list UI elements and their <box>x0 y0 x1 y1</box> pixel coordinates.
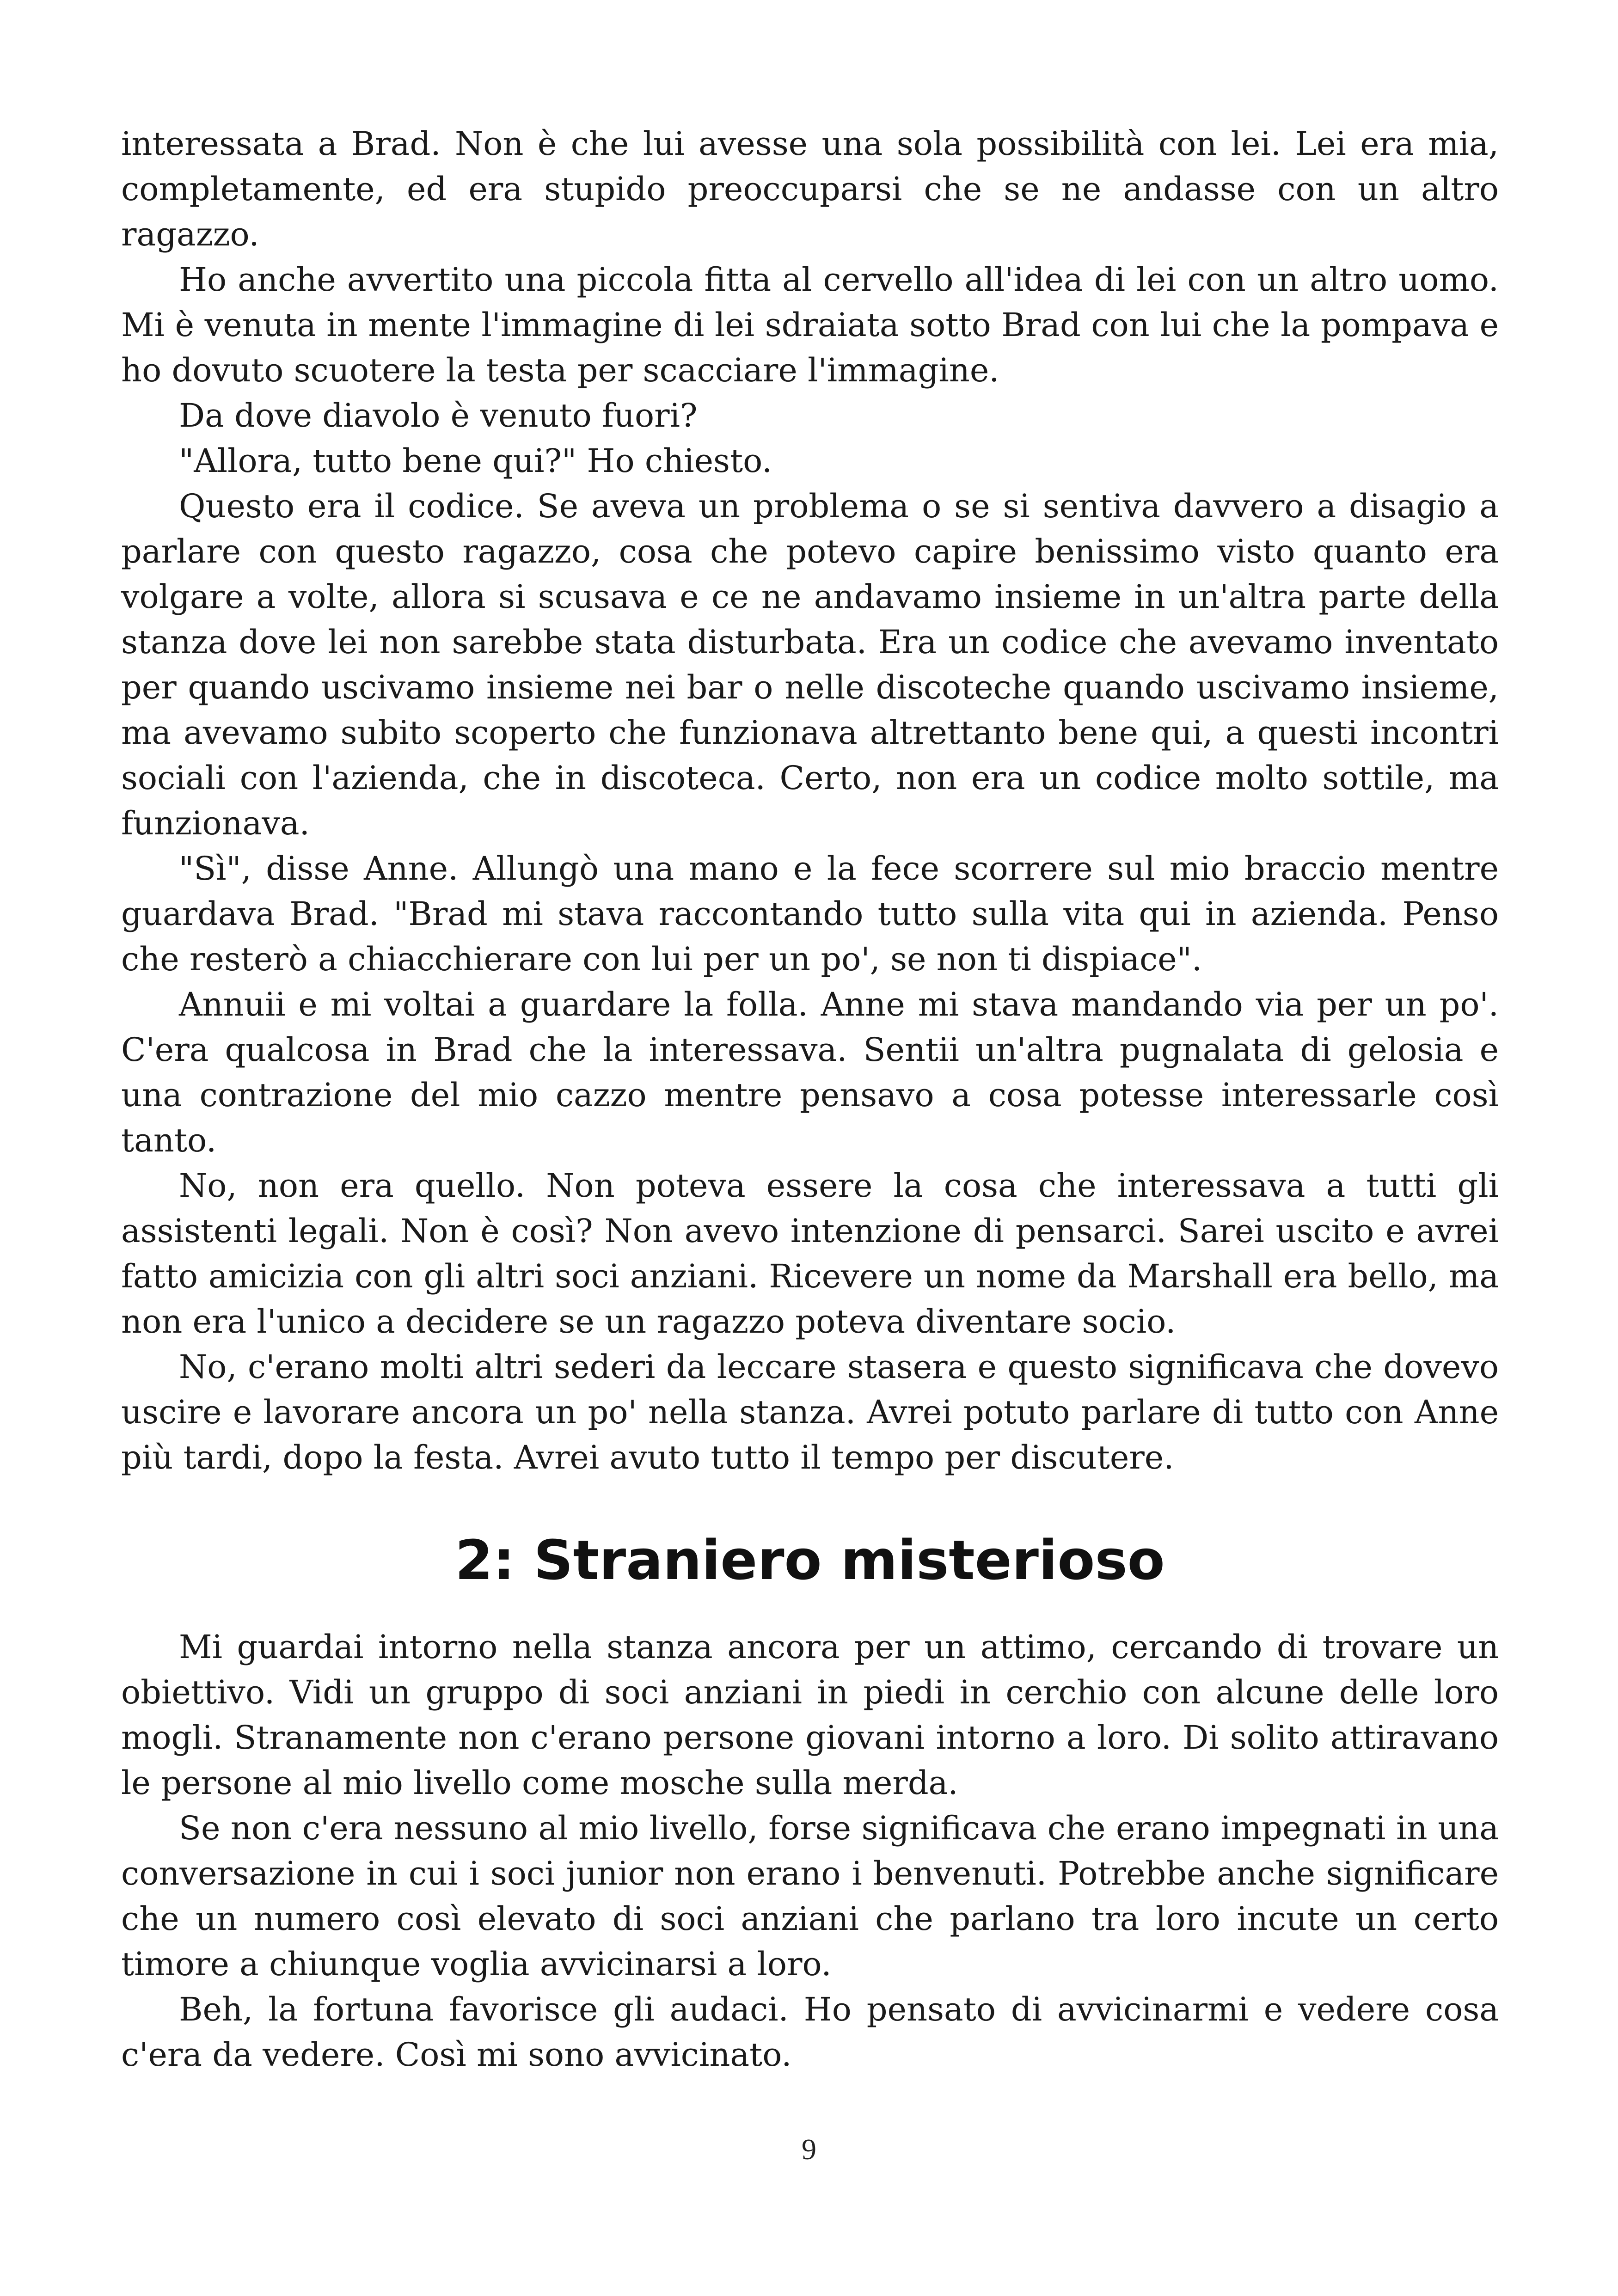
paragraph: Da dove diavolo è venuto fuori? <box>179 397 698 435</box>
paragraph: interessata a Brad. Non è che lui avesse una sola possibilità con lei. Lei era mia, completamente, ed era stupido preoccuparsi che se ne andasse con un altro ragazzo. <box>121 125 1499 253</box>
section-two-text <box>121 1624 1499 2077</box>
paragraph: Annuii e mi voltai a guardare la folla. Anne mi stava mandando via per un po'. C'era qualcosa in Brad che la interessava. Sentii un'altra pugnalata di gelosia e una contrazione del mio cazzo mentre pensavo a cosa potesse interessarle così tanto. <box>121 986 1499 1159</box>
paragraph: No, c'erano molti altri sederi da leccare stasera e questo significava che dovevo uscire e lavorare ancora un po' nella stanza. Avrei potuto parlare di tutto con Anne più tardi, dopo la festa. Avrei avuto tutto il tempo per discutere. <box>121 1348 1499 1476</box>
paragraph: Questo era il codice. Se aveva un problema o se si sentiva davvero a disagio a parlare con questo ragazzo, cosa che potevo capire benissimo visto quanto era volgare a volte, allora si scusava e ce ne andavamo insieme in un'altra parte della stanza dove lei non sarebbe stata disturbata. Era un codice che avevamo inventato per quando uscivamo insieme nei bar o nelle discoteche quando uscivamo insieme, ma avevamo subito scoperto che funzionava altrettanto bene qui, a questi incontri sociali con l'azienda, che in discoteca. Certo, non era un codice molto sottile, ma funzionava. <box>121 487 1499 842</box>
paragraph: Beh, la fortuna favorisce gli audaci. Ho pensato di avvicinarmi e vedere cosa c'era da vedere. Così mi sono avvicinato. <box>121 1990 1499 2074</box>
paragraph: Ho anche avvertito una piccola fitta al cervello all'idea di lei con un altro uomo. Mi è venuta in mente l'immagine di lei sdraiata sotto Brad con lui che la pompava e ho dovuto scuotere la testa per scacciare l'immagine. <box>121 261 1499 389</box>
paragraph: "Sì", disse Anne. Allungò una mano e la fece scorrere sul mio braccio mentre guardava Brad. "Brad mi stava raccontando tutto sulla vita qui in azienda. Penso che resterò a chiacchierare con lui per un po', se non ti dispiace". <box>121 850 1499 978</box>
section-one-text <box>121 121 1499 1480</box>
paragraph: Mi guardai intorno nella stanza ancora per un attimo, cercando di trovare un obiettivo. Vidi un gruppo di soci anziani in piedi in cerchio con alcune delle loro mogli. Stranamente non c'erano persone giovani intorno a loro. Di solito attiravano le persone al mio livello come mosche sulla merda. <box>121 1628 1499 1802</box>
paragraph: "Allora, tutto bene qui?" Ho chiesto. <box>179 442 772 480</box>
paragraph: Se non c'era nessuno al mio livello, forse significava che erano impegnati in una conversazione in cui i soci junior non erano i benvenuti. Potrebbe anche significare che un numero così elevato di soci anziani che parlano tra loro incute un certo timore a chiunque voglia avvicinarsi a loro. <box>121 1809 1499 1983</box>
chapter-title: 2: Straniero misterioso <box>455 1528 1165 1592</box>
paragraph: No, non era quello. Non poteva essere la cosa che interessava a tutti gli assistenti legali. Non è così? Non avevo intenzione di pensarci. Sarei uscito e avrei fatto amicizia con gli altri soci anziani. Ricevere un nome da Marshall era bello, ma non era l'unico a decidere se un ragazzo poteva diventare socio. <box>121 1167 1499 1341</box>
page-number: 9 <box>802 2133 816 2166</box>
